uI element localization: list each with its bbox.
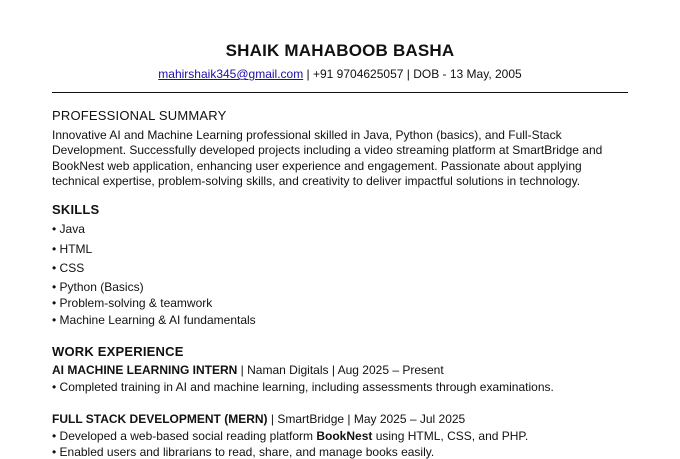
candidate-name: SHAIK MAHABOOB BASHA [225, 41, 455, 60]
summary-text: Innovative AI and Machine Learning professional skilled in Java, Python (basics), and Full-Stack Development. Successfully developed projects including a video streaming platform at SmartBridge and BookNest web application, enhancing user experience and engagement. Passionate about applying technical expertise, problem-solving skills, and creativity to deliver impactful solutions in technology. [52, 128, 603, 188]
skill-item: • Python (Basics) [52, 280, 144, 294]
job-header [52, 363, 444, 377]
skill-item: • HTML [52, 242, 93, 256]
skill-item: • CSS [52, 261, 85, 275]
experience-heading: WORK EXPERIENCE [52, 344, 184, 359]
job-header [52, 412, 465, 426]
contact-line [0, 67, 680, 81]
summary-heading: PROFESSIONAL SUMMARY [52, 108, 227, 123]
job-bullet: • Developed a web-based social reading platform BookNest using HTML, CSS, and PHP. [52, 429, 529, 443]
header-divider [52, 92, 628, 93]
job-title: FULL STACK DEVELOPMENT (MERN) [52, 412, 268, 426]
job-title: AI MACHINE LEARNING INTERN [52, 363, 238, 377]
email-link[interactable]: mahirshaik345@gmail.com [158, 67, 304, 81]
skill-item: • Machine Learning & AI fundamentals [52, 313, 256, 327]
contact-details: | +91 9704625057 | DOB - 13 May, 2005 [303, 67, 522, 81]
skill-item: • Java [52, 222, 85, 236]
job-bullet: • Enabled users and librarians to read, share, and manage books easily. [52, 445, 435, 459]
job-meta: | Naman Digitals | Aug 2025 – Present [237, 363, 444, 377]
skill-item: • Problem-solving & teamwork [52, 296, 213, 310]
job-meta: | SmartBridge | May 2025 – Jul 2025 [267, 412, 466, 426]
skills-heading: SKILLS [52, 202, 100, 217]
job-bullet: • Completed training in AI and machine learning, including assessments through examinations. [52, 380, 554, 394]
